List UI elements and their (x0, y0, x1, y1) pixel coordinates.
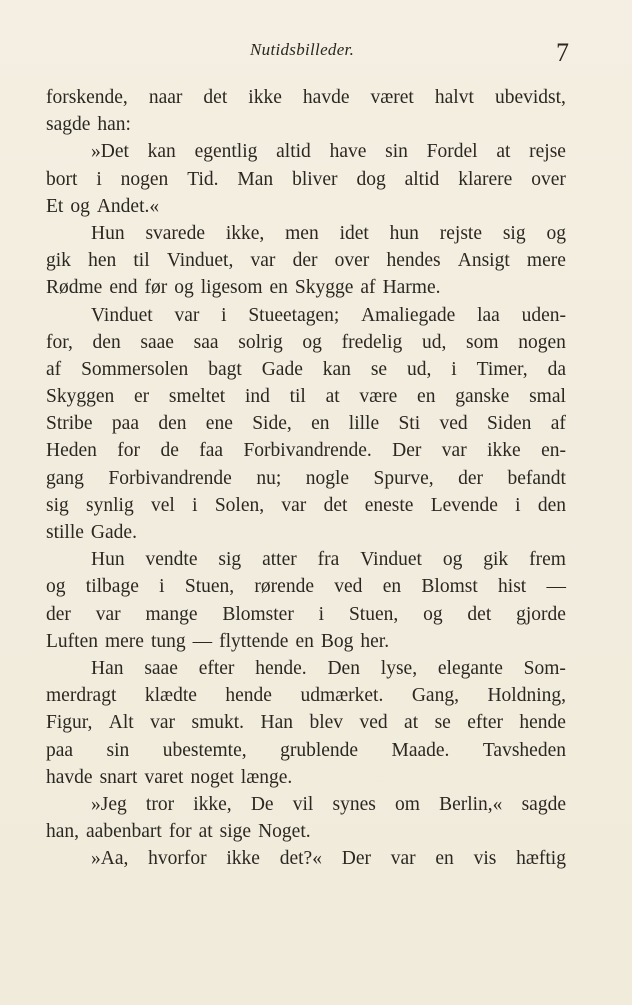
word: Gade (261, 358, 303, 380)
word: den (92, 331, 121, 353)
word: smukt. (191, 712, 245, 734)
word: Forbivandrende (108, 467, 232, 489)
word: været (370, 87, 414, 108)
word: Skygge (294, 277, 354, 299)
word: for (117, 440, 141, 462)
word: gjorde (516, 603, 566, 625)
word: var (281, 494, 307, 516)
word: idet (339, 222, 369, 244)
word: var (150, 712, 176, 734)
word: faa (199, 440, 224, 462)
word: saae (140, 331, 174, 353)
word: se (434, 712, 451, 734)
word: det?« (279, 848, 322, 870)
word: Andet.« (96, 195, 160, 217)
word: ud, (406, 358, 432, 380)
word: Man (237, 168, 274, 190)
word: og (70, 195, 90, 217)
word: fredelig (341, 331, 403, 353)
word: da (547, 358, 566, 380)
word: han, (46, 821, 80, 843)
word: forskende, (46, 87, 128, 108)
word: over (531, 168, 566, 190)
text-line (46, 519, 566, 546)
word: Blomster (222, 603, 294, 625)
text-line (46, 111, 566, 138)
word: hende (225, 685, 272, 707)
page-header (0, 38, 632, 68)
word: i (515, 494, 521, 516)
word: hun (389, 222, 419, 244)
word: var (250, 250, 276, 272)
word: Stribe (46, 413, 93, 435)
text-line (46, 437, 566, 464)
word: ind (244, 386, 270, 408)
word: sagde (521, 793, 566, 815)
word: Han (91, 657, 124, 679)
word: hen (88, 250, 117, 272)
word: Holdning, (487, 685, 566, 707)
word: rørende (254, 576, 314, 598)
word: det (323, 494, 348, 516)
word: en (311, 413, 330, 435)
word: ved (439, 413, 468, 435)
word: smal (529, 386, 566, 408)
word: have (329, 141, 367, 163)
word: sin (106, 739, 130, 761)
word: ikke (487, 440, 521, 462)
word: for, (46, 331, 73, 353)
word: paa (111, 413, 139, 435)
word: efter (467, 712, 503, 734)
word: Sommersolen (81, 358, 189, 380)
word: fra (317, 549, 340, 571)
word: Berlin,« (439, 793, 503, 815)
word: mere (104, 630, 144, 652)
text-line (46, 492, 566, 519)
word: ubevidst, (494, 87, 566, 108)
text-line (46, 410, 566, 437)
word: der (46, 603, 71, 625)
word: Rødme (46, 277, 103, 299)
word: Blomst (421, 576, 478, 598)
word: Vinduet (360, 549, 422, 571)
word: De (250, 793, 274, 815)
word: af (360, 277, 376, 299)
running-title: Nutidsbilleder. (250, 40, 355, 59)
word: Der (392, 440, 422, 462)
word: ved (359, 712, 388, 734)
word: over (334, 250, 370, 272)
word: at (325, 386, 340, 408)
word: rejste (439, 222, 482, 244)
word: efter (198, 657, 235, 679)
word: vendte (145, 549, 198, 571)
word: var (390, 848, 416, 870)
word: og (302, 331, 322, 353)
word: hende. (255, 657, 307, 679)
word: en (295, 630, 314, 652)
word: ved (334, 576, 363, 598)
text-line (46, 274, 566, 301)
word: lyse, (380, 657, 418, 679)
word: den (537, 494, 566, 516)
word: ikke, (225, 222, 265, 244)
word: Stuen, (184, 576, 235, 598)
word: Hun (91, 222, 125, 244)
word: svarede (145, 222, 205, 244)
word: ud, (421, 331, 447, 353)
word: længe. (240, 766, 293, 788)
word: hendes (386, 250, 441, 272)
word: grublende (280, 739, 359, 761)
word: Der (341, 848, 371, 870)
word: de (160, 440, 179, 462)
word: Luften (46, 630, 98, 652)
word: gik (46, 250, 71, 272)
word: hist (498, 576, 527, 598)
word: mange (145, 603, 198, 625)
word: kan (322, 358, 351, 380)
word: Timer, (476, 358, 528, 380)
word: i (192, 494, 198, 516)
word: vis (473, 848, 497, 870)
word: Skyggen (46, 386, 115, 408)
word: bort (46, 168, 78, 190)
word: sagde (46, 114, 91, 136)
word: udmærket. (300, 685, 384, 707)
word: eneste (364, 494, 414, 516)
word: varet (144, 766, 184, 788)
text-line (46, 138, 566, 165)
word: snart (99, 766, 138, 788)
word: og (46, 576, 66, 598)
word: Sti (398, 413, 421, 435)
text-line (46, 682, 566, 709)
word: en (269, 277, 288, 299)
text-line (46, 166, 566, 193)
word: Som- (523, 657, 566, 679)
text-line (46, 845, 566, 872)
word: ikke (226, 848, 260, 870)
word: vel (151, 494, 175, 516)
text-line (46, 383, 566, 410)
word: hvorfor (148, 848, 207, 870)
word: at (496, 141, 511, 163)
word: og (442, 549, 463, 571)
word: synes (332, 793, 376, 815)
text-line (46, 356, 566, 383)
word: ligesom (200, 277, 263, 299)
word: at (404, 712, 419, 734)
word: »Aa, (91, 848, 129, 870)
word: tung (150, 630, 186, 652)
word: bliver (292, 168, 338, 190)
word: Spurve, (373, 467, 434, 489)
word: Hun (91, 549, 125, 571)
word: synlig (86, 494, 134, 516)
word: ikke (248, 87, 282, 108)
word: det (467, 603, 492, 625)
word: se (370, 358, 388, 380)
word: der (458, 467, 483, 489)
word: Siden (486, 413, 532, 435)
word: mere (526, 250, 566, 272)
text-line (46, 329, 566, 356)
word: altid (276, 141, 311, 163)
text-line (46, 655, 566, 682)
word: havde (46, 766, 93, 788)
word: at (198, 821, 213, 843)
word: i (451, 358, 457, 380)
word: ikke, (193, 793, 232, 815)
word: ubestemte, (162, 739, 247, 761)
word: men (285, 222, 319, 244)
word: sig (46, 494, 69, 516)
word: før (144, 277, 168, 299)
word: Forbivandrende. (243, 440, 372, 462)
word: Heden (46, 440, 97, 462)
word: naar (148, 87, 183, 108)
word: af (46, 358, 62, 380)
word: Den (327, 657, 360, 679)
word: Vinduet (91, 304, 153, 326)
word: Harme. (382, 277, 441, 299)
word: den (158, 413, 187, 435)
word: vil (292, 793, 314, 815)
word: bagt (208, 358, 242, 380)
word: gik (483, 549, 509, 571)
word: Levende (430, 494, 498, 516)
word: Bog (320, 630, 354, 652)
word: i (221, 304, 227, 326)
word: i (318, 603, 325, 625)
word: Noget. (258, 821, 311, 843)
word: smeltet (168, 386, 226, 408)
text-line (46, 628, 566, 655)
word: lille (348, 413, 380, 435)
text-line (46, 764, 566, 791)
page-number: 7 (556, 38, 569, 67)
word: ene (205, 413, 233, 435)
word: kan (147, 141, 176, 163)
word: Et (46, 195, 64, 217)
word: for (168, 821, 192, 843)
word: rejse (529, 141, 566, 163)
word: elegante (437, 657, 503, 679)
word: solrig (238, 331, 283, 353)
word: her. (360, 630, 390, 652)
word: »Jeg (91, 793, 127, 815)
word: aabenbart (86, 821, 162, 843)
word: havde (302, 87, 350, 108)
word: sig (502, 222, 526, 244)
word: merdragt (46, 685, 117, 707)
word: blev (309, 712, 344, 734)
word: hæftig (516, 848, 566, 870)
word: Figur, (46, 712, 93, 734)
word: altid (404, 168, 440, 190)
word: Solen, (214, 494, 265, 516)
word: tilbage (85, 576, 139, 598)
word: til (133, 250, 150, 272)
text-line (46, 247, 566, 274)
word: klædte (144, 685, 197, 707)
word: Tavsheden (482, 739, 566, 761)
word: halvt (434, 87, 474, 108)
word: var (95, 603, 121, 625)
text-line (46, 601, 566, 628)
word: stille (46, 522, 84, 543)
word: flyttende (219, 630, 289, 652)
word: en (435, 848, 454, 870)
word: Tid. (187, 168, 219, 190)
word: Fordel (426, 141, 478, 163)
word: befandt (507, 467, 566, 489)
word: Maade. (391, 739, 450, 761)
word: var (174, 304, 200, 326)
text-line (46, 302, 566, 329)
word: det (203, 87, 228, 108)
text-line (46, 84, 566, 111)
word: sin (385, 141, 408, 163)
word: laa (477, 304, 500, 326)
word: en (382, 576, 402, 598)
word: saa (193, 331, 219, 353)
word: ganske (455, 386, 510, 408)
word: gang (46, 467, 84, 489)
word: og (423, 603, 443, 625)
word: atter (262, 549, 297, 571)
word: Vinduet, (166, 250, 234, 272)
word: i (159, 576, 165, 598)
word: Gade. (90, 522, 137, 543)
word: frem (529, 549, 566, 571)
word: nu; (256, 467, 282, 489)
text-line (46, 818, 566, 845)
word: »Det (91, 141, 129, 163)
word: og (174, 277, 194, 299)
text-line (46, 791, 566, 818)
word: en- (541, 440, 566, 462)
word: og (546, 222, 566, 244)
word: er (133, 386, 150, 408)
word: der (292, 250, 318, 272)
word: Stuen, (348, 603, 399, 625)
text-line (46, 737, 566, 764)
word: dog (356, 168, 386, 190)
word: — (192, 630, 213, 652)
word: Stueetagen; (248, 304, 340, 326)
word: sige (219, 821, 252, 843)
word: tror (145, 793, 175, 815)
word: — (546, 576, 566, 598)
word: som (466, 331, 499, 353)
word: til (289, 386, 306, 408)
word: Ansigt (457, 250, 510, 272)
text-line (46, 193, 566, 220)
word: egentlig (194, 141, 258, 163)
text-line (46, 546, 566, 573)
text-line (46, 465, 566, 492)
word: sig (218, 549, 242, 571)
word: Han (260, 712, 293, 734)
word: nogen (518, 331, 566, 353)
word: af (550, 413, 566, 435)
word: Amaliegade (361, 304, 456, 326)
word: Side, (252, 413, 292, 435)
word: paa (46, 739, 74, 761)
text-line (46, 709, 566, 736)
word: en (417, 386, 436, 408)
word: han: (97, 114, 131, 136)
text-line (46, 573, 566, 600)
word: klarere (458, 168, 513, 190)
word: var (441, 440, 467, 462)
word: uden- (521, 304, 566, 326)
word: nogle (305, 467, 350, 489)
word: Gang, (411, 685, 459, 707)
word: hende (519, 712, 566, 734)
word: om (394, 793, 420, 815)
word: Alt (108, 712, 134, 734)
text-line (46, 220, 566, 247)
word: være (359, 386, 398, 408)
word: i (96, 168, 102, 190)
word: saae (144, 657, 178, 679)
word: end (109, 277, 138, 299)
body-text (46, 84, 566, 872)
word: nogen (120, 168, 169, 190)
word: noget (190, 766, 234, 788)
